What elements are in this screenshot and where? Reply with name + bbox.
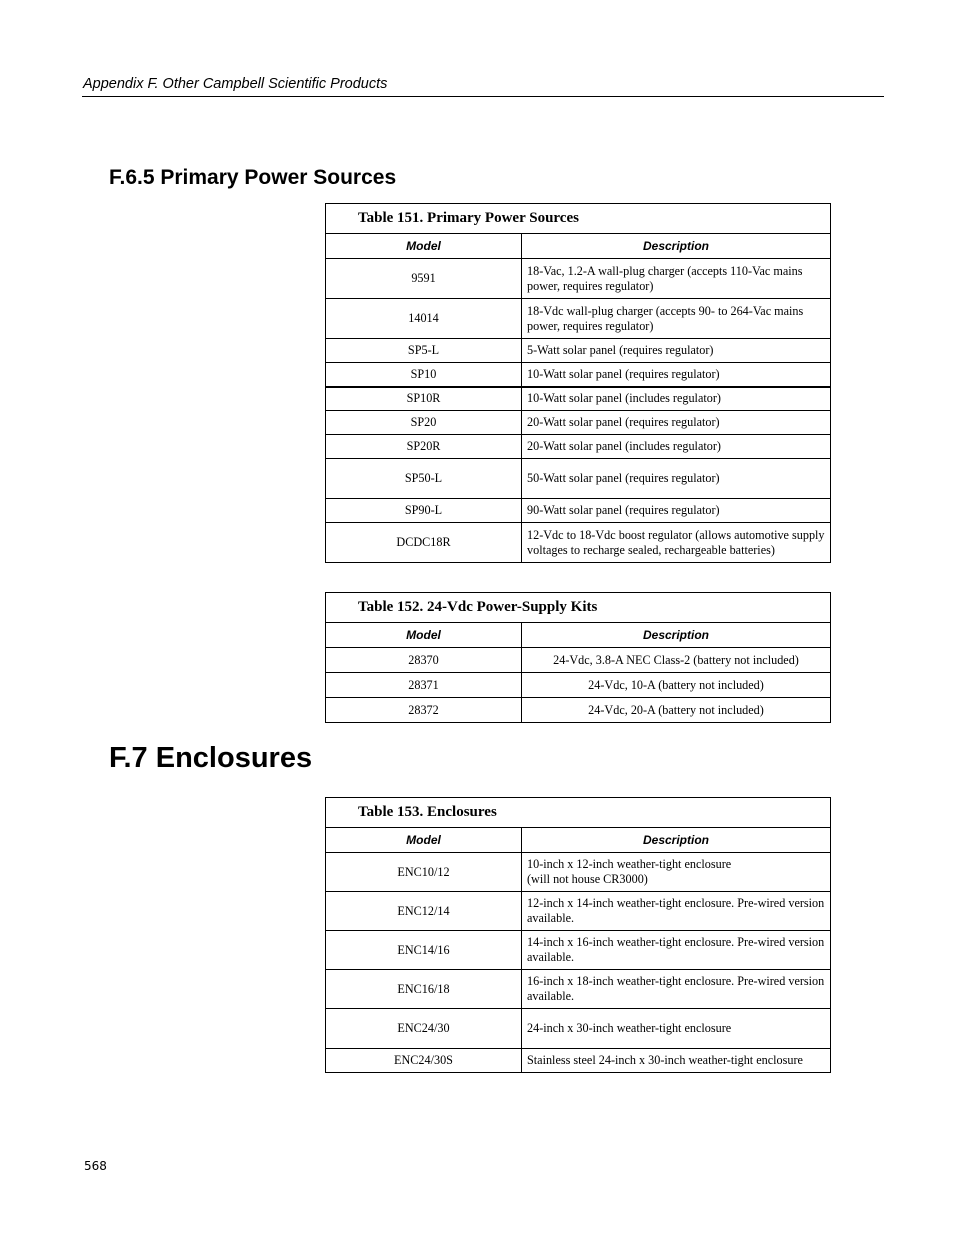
description-cell: 10-Watt solar panel (requires regulator) — [522, 363, 831, 387]
table-row — [326, 931, 831, 970]
table-caption: Table 153. Enclosures — [326, 798, 831, 828]
page-header: Appendix F. Other Campbell Scientific Products — [83, 76, 388, 92]
table-power-supply-kits — [325, 592, 831, 723]
description-cell: 18-Vdc wall-plug charger (accepts 90- to 264-Vac mains power, requires regulator) — [522, 299, 831, 339]
description-cell: 20-Watt solar panel (includes regulator) — [522, 435, 831, 459]
table-row — [326, 698, 831, 723]
table-row — [326, 648, 831, 673]
description-cell: 5-Watt solar panel (requires regulator) — [522, 339, 831, 363]
header-rule — [82, 96, 884, 97]
model-cell: 28371 — [326, 673, 522, 698]
description-cell — [522, 853, 831, 892]
description-line: (will not house CR3000) — [527, 872, 648, 886]
table-row — [326, 339, 831, 363]
table-row — [326, 970, 831, 1009]
table-row — [326, 411, 831, 435]
model-cell: ENC16/18 — [326, 970, 522, 1009]
table-row — [326, 853, 831, 892]
description-cell: 16-inch x 18-inch weather-tight enclosure. Pre-wired version available. — [522, 970, 831, 1009]
description-cell: 20-Watt solar panel (requires regulator) — [522, 411, 831, 435]
column-header-model: Model — [326, 828, 522, 853]
description-cell: 12-Vdc to 18-Vdc boost regulator (allows automotive supply voltages to recharge sealed, rechargeable batteries) — [522, 523, 831, 563]
column-header-description: Description — [522, 828, 831, 853]
model-cell: ENC24/30S — [326, 1049, 522, 1073]
table-row — [326, 259, 831, 299]
table-row — [326, 363, 831, 387]
description-cell: 24-Vdc, 3.8-A NEC Class-2 (battery not included) — [522, 648, 831, 673]
table-row — [326, 435, 831, 459]
section-heading-enclosures: F.7 Enclosures — [109, 742, 313, 774]
model-cell: SP10 — [326, 363, 522, 387]
description-cell: 10-Watt solar panel (includes regulator) — [522, 387, 831, 411]
model-cell: SP10R — [326, 387, 522, 411]
description-cell: 14-inch x 16-inch weather-tight enclosure. Pre-wired version available. — [522, 931, 831, 970]
description-cell: 24-inch x 30-inch weather-tight enclosure — [522, 1009, 831, 1049]
model-cell: SP90-L — [326, 499, 522, 523]
description-cell: 12-inch x 14-inch weather-tight enclosure. Pre-wired version available. — [522, 892, 831, 931]
model-cell: 14014 — [326, 299, 522, 339]
table-row — [326, 299, 831, 339]
column-header-model: Model — [326, 234, 522, 259]
model-cell: 28370 — [326, 648, 522, 673]
description-cell: 24-Vdc, 20-A (battery not included) — [522, 698, 831, 723]
description-cell: 50-Watt solar panel (requires regulator) — [522, 459, 831, 499]
column-header-description: Description — [522, 623, 831, 648]
table-caption: Table 152. 24-Vdc Power-Supply Kits — [326, 593, 831, 623]
page-number: 568 — [84, 1159, 107, 1173]
model-cell: SP20 — [326, 411, 522, 435]
column-header-description: Description — [522, 234, 831, 259]
model-cell: DCDC18R — [326, 523, 522, 563]
table-caption: Table 151. Primary Power Sources — [326, 204, 831, 234]
model-cell: ENC12/14 — [326, 892, 522, 931]
table-row — [326, 1009, 831, 1049]
description-cell: 24-Vdc, 10-A (battery not included) — [522, 673, 831, 698]
table-row — [326, 892, 831, 931]
model-cell: ENC10/12 — [326, 853, 522, 892]
model-cell: SP20R — [326, 435, 522, 459]
description-line: 10-inch x 12-inch weather-tight enclosure — [527, 857, 732, 871]
model-cell: 9591 — [326, 259, 522, 299]
table-row — [326, 673, 831, 698]
description-cell: 18-Vac, 1.2-A wall-plug charger (accepts 110-Vac mains power, requires regulator) — [522, 259, 831, 299]
table-row — [326, 523, 831, 563]
model-cell: SP50-L — [326, 459, 522, 499]
model-cell: ENC14/16 — [326, 931, 522, 970]
model-cell: ENC24/30 — [326, 1009, 522, 1049]
column-header-model: Model — [326, 623, 522, 648]
table-row — [326, 459, 831, 499]
description-cell: 90-Watt solar panel (requires regulator) — [522, 499, 831, 523]
table-enclosures — [325, 797, 831, 1073]
description-cell: Stainless steel 24-inch x 30-inch weather-tight enclosure — [522, 1049, 831, 1073]
table-row — [326, 499, 831, 523]
table-row — [326, 1049, 831, 1073]
table-primary-power-sources — [325, 203, 831, 563]
section-heading-primary-power: F.6.5 Primary Power Sources — [109, 166, 397, 189]
model-cell: 28372 — [326, 698, 522, 723]
table-row — [326, 387, 831, 411]
model-cell: SP5-L — [326, 339, 522, 363]
